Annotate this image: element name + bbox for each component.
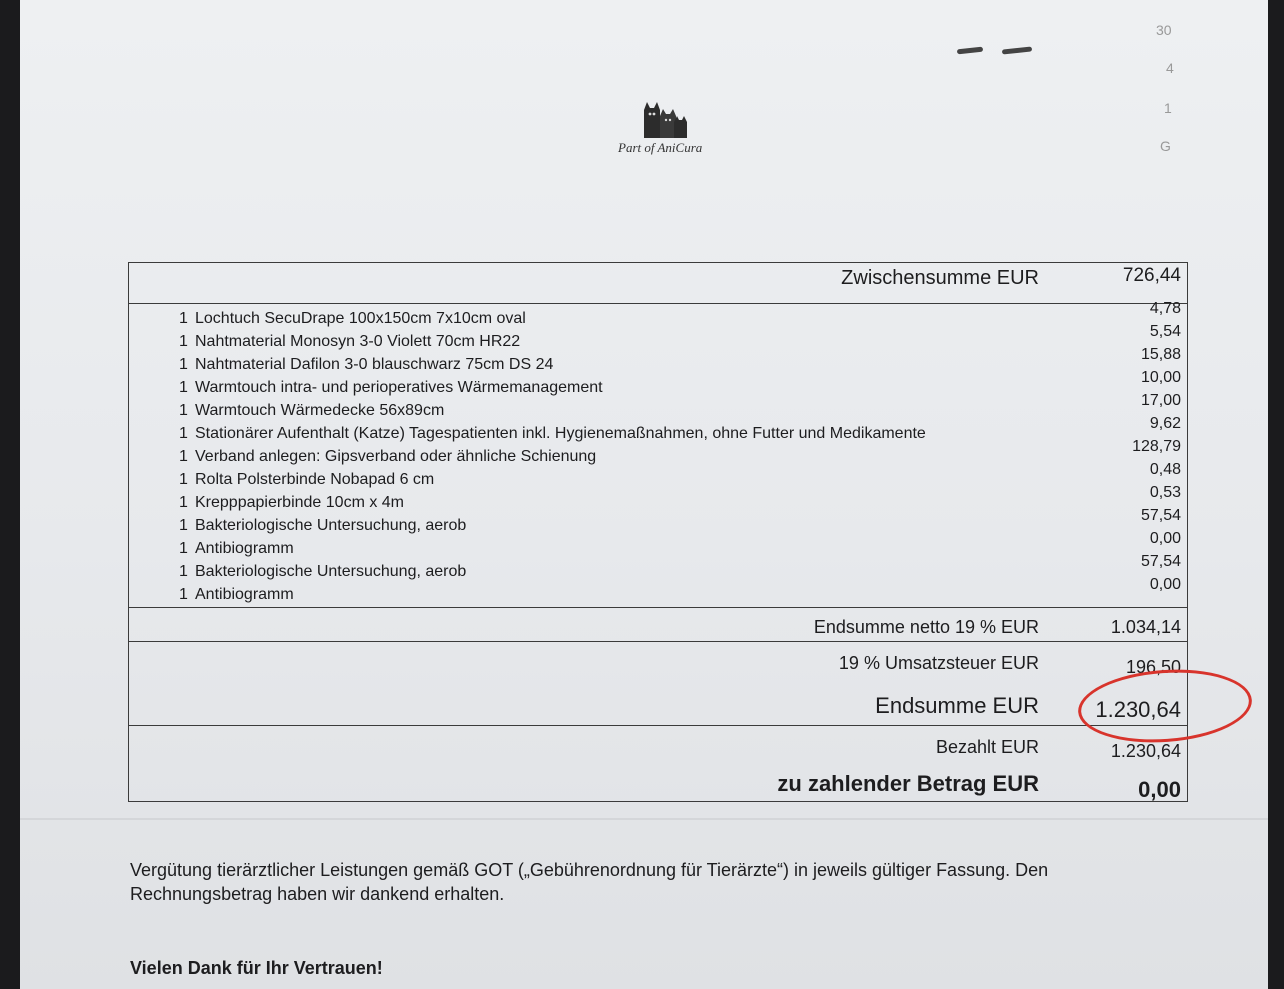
item-qty: 1 xyxy=(179,425,188,442)
divider xyxy=(129,303,1187,304)
item-amount: 57,54 xyxy=(1140,507,1181,524)
line-items xyxy=(179,307,926,606)
line-item xyxy=(179,583,926,606)
item-desc: Verband anlegen: Gipsverband oder ähnliche Schienung xyxy=(195,448,597,465)
item-desc: Warmtouch Wärmedecke 56x89cm xyxy=(195,402,445,419)
item-qty: 1 xyxy=(179,494,188,511)
grand-total-value: 1.230,64 xyxy=(1095,697,1181,722)
item-qty: 1 xyxy=(179,310,188,327)
item-amount: 10,00 xyxy=(1140,369,1181,386)
cats-logo-icon xyxy=(640,98,690,140)
item-amount: 0,53 xyxy=(1149,484,1181,501)
line-item xyxy=(179,537,926,560)
item-amount: 5,54 xyxy=(1149,323,1181,340)
logo-text: Part of AniCura xyxy=(618,140,703,155)
item-desc: Krepppapierbinde 10cm x 4m xyxy=(195,494,405,511)
item-desc: Stationärer Aufenthalt (Katze) Tagespatienten inkl. Hygienemaßnahmen, ohne Futter und Medikamente xyxy=(195,425,926,442)
item-qty: 1 xyxy=(179,517,188,534)
item-qty: 1 xyxy=(179,448,188,465)
divider xyxy=(129,607,1187,608)
grand-total-label: Endsumme EUR xyxy=(875,693,1039,718)
net-total-value: 1.034,14 xyxy=(1110,617,1181,637)
item-amount: 0,48 xyxy=(1149,461,1181,478)
net-total-label: Endsumme netto 19 % EUR xyxy=(813,617,1039,637)
item-qty: 1 xyxy=(179,586,188,603)
invoice-paper xyxy=(20,0,1268,989)
amount-due-value: 0,00 xyxy=(1138,777,1181,802)
item-desc: Nahtmaterial Dafilon 3-0 blauschwarz 75cm DS 24 xyxy=(195,356,554,373)
amount-due-label: zu zahlender Betrag EUR xyxy=(777,771,1039,796)
edge-mark: 4 xyxy=(1166,60,1174,76)
divider xyxy=(129,641,1187,642)
item-amount: 17,00 xyxy=(1140,392,1181,409)
invoice-table xyxy=(128,262,1188,802)
thanks-line: Vielen Dank für Ihr Vertrauen! xyxy=(130,958,383,978)
line-item xyxy=(179,468,926,491)
line-item xyxy=(179,491,926,514)
vat-label: 19 % Umsatzsteuer EUR xyxy=(838,653,1039,673)
item-amount: 128,79 xyxy=(1132,438,1181,455)
item-qty: 1 xyxy=(179,333,188,350)
line-item xyxy=(179,514,926,537)
line-item xyxy=(179,422,926,445)
item-desc: Antibiogramm xyxy=(195,540,294,557)
item-qty: 1 xyxy=(179,402,188,419)
item-qty: 1 xyxy=(179,356,188,373)
paid-label: Bezahlt EUR xyxy=(935,737,1039,757)
item-amount: 57,54 xyxy=(1140,553,1181,570)
item-desc: Lochtuch SecuDrape 100x150cm 7x10cm oval xyxy=(195,310,526,327)
pen-mark xyxy=(957,47,983,55)
divider xyxy=(129,725,1187,726)
paid-value: 1.230,64 xyxy=(1110,741,1181,761)
edge-marks xyxy=(1150,20,1190,170)
edge-mark: 30 xyxy=(1156,22,1172,38)
line-item xyxy=(179,330,926,353)
edge-mark: 1 xyxy=(1164,100,1172,116)
item-amount: 0,00 xyxy=(1149,530,1181,547)
item-qty: 1 xyxy=(179,563,188,580)
item-qty: 1 xyxy=(179,379,188,396)
item-desc: Antibiogramm xyxy=(195,586,294,603)
item-amount: 0,00 xyxy=(1149,576,1181,593)
line-item xyxy=(179,307,926,330)
footer-note: Vergütung tierärztlicher Leistungen gemäß GOT („Gebührenordnung für Tierärzte“) in jeweils gültiger Fassung. Den Rechnungsbetrag haben wir dankend erhalten. xyxy=(130,860,1049,904)
item-amount: 15,88 xyxy=(1140,346,1181,363)
item-desc: Bakteriologische Untersuchung, aerob xyxy=(195,517,467,534)
pen-mark xyxy=(1002,46,1032,54)
item-desc: Bakteriologische Untersuchung, aerob xyxy=(195,563,467,580)
item-desc: Rolta Polsterbinde Nobapad 6 cm xyxy=(195,471,435,488)
edge-mark: G xyxy=(1160,138,1171,154)
subtotal-value: 726,44 xyxy=(1122,265,1181,286)
item-desc: Nahtmaterial Monosyn 3-0 Violett 70cm HR22 xyxy=(195,333,521,350)
subtotal-label: Zwischensumme EUR xyxy=(841,267,1039,289)
line-item xyxy=(179,399,926,422)
line-item-amounts xyxy=(1132,297,1181,596)
line-item xyxy=(179,560,926,583)
vat-value: 196,50 xyxy=(1125,657,1181,677)
line-item xyxy=(179,353,926,376)
item-qty: 1 xyxy=(179,471,188,488)
line-item xyxy=(179,445,926,468)
item-desc: Warmtouch intra- und perioperatives Wärmemanagement xyxy=(195,379,603,396)
item-amount: 9,62 xyxy=(1149,415,1181,432)
item-amount: 4,78 xyxy=(1149,300,1181,317)
clinic-logo xyxy=(618,98,713,158)
item-qty: 1 xyxy=(179,540,188,557)
line-item xyxy=(179,376,926,399)
